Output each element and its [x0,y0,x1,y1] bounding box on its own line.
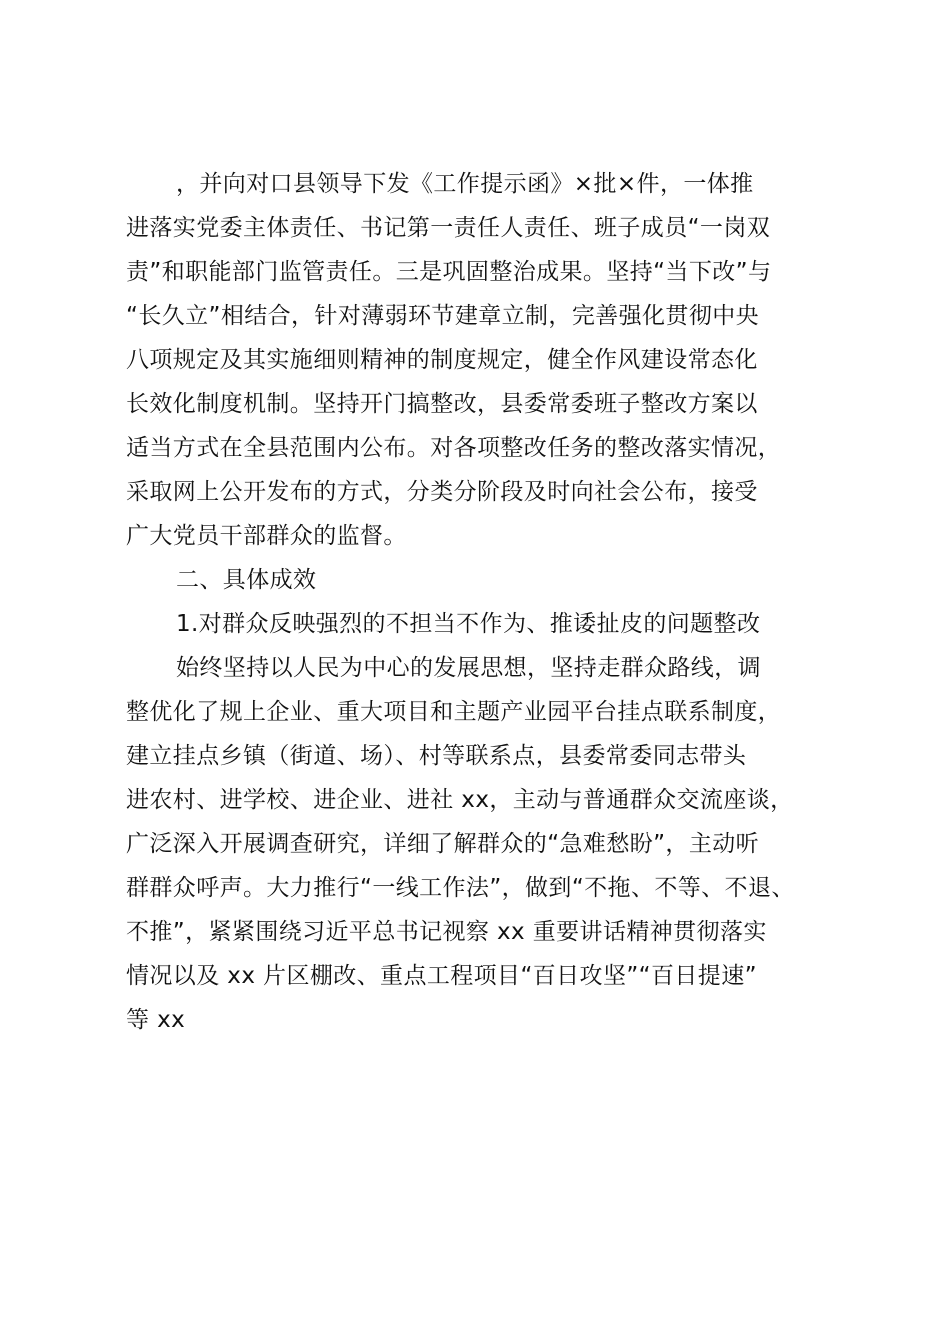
paragraph-line: 情况以及 xx 片区棚改、重点工程项目“百日攻坚”“百日提速” [126,963,757,989]
paragraph-line: 进农村、进学校、进企业、进社 xx，主动与普通群众交流座谈， [126,787,794,813]
paragraph-line: 建立挂点乡镇（街道、场）、村等联系点，县委常委同志带头 [126,743,747,769]
paragraph-line: 等 xx [126,1007,186,1033]
section-heading: 二、具体成效 [176,567,317,593]
subsection-heading: 1.对群众反映强烈的不担当不作为、推诿扯皮的问题整改 [176,611,761,637]
paragraph-line: “长久立”相结合，针对薄弱环节建章立制，完善强化贯彻中央 [126,303,760,329]
paragraph-line: 采取网上公开发布的方式，分类分阶段及时向社会公布，接受 [126,479,758,505]
paragraph-line: 适当方式在全县范围内公布。对各项整改任务的整改落实情况， [126,435,782,461]
paragraph-line: 整优化了规上企业、重大项目和主题产业园平台挂点联系制度， [126,699,782,725]
paragraph-line: 不推”，紧紧围绕习近平总书记视察 xx 重要讲话精神贯彻落实 [126,919,767,945]
paragraph-line: 八项规定及其实施细则精神的制度规定，健全作风建设常态化 [126,347,758,373]
paragraph-line: 始终坚持以人民为中心的发展思想，坚持走群众路线，调 [176,655,761,681]
paragraph-line: ，并向对口县领导下发《工作提示函》×批×件，一体推 [176,171,754,197]
paragraph-line: 长效化制度机制。坚持开门搞整改，县委常委班子整改方案以 [126,391,758,417]
paragraph-line: 进落实党委主体责任、书记第一责任人责任、班子成员“一岗双 [126,215,771,241]
paragraph-line: 广泛深入开展调查研究，详细了解群众的“急难愁盼”，主动听 [126,831,760,857]
paragraph-line: 责”和职能部门监管责任。三是巩固整治成果。坚持“当下改”与 [126,259,772,285]
paragraph-line: 群群众呼声。大力推行“一线工作法”，做到“不拖、不等、不退、 [126,875,795,901]
paragraph-line: 广大党员干部群众的监督。 [126,523,407,549]
